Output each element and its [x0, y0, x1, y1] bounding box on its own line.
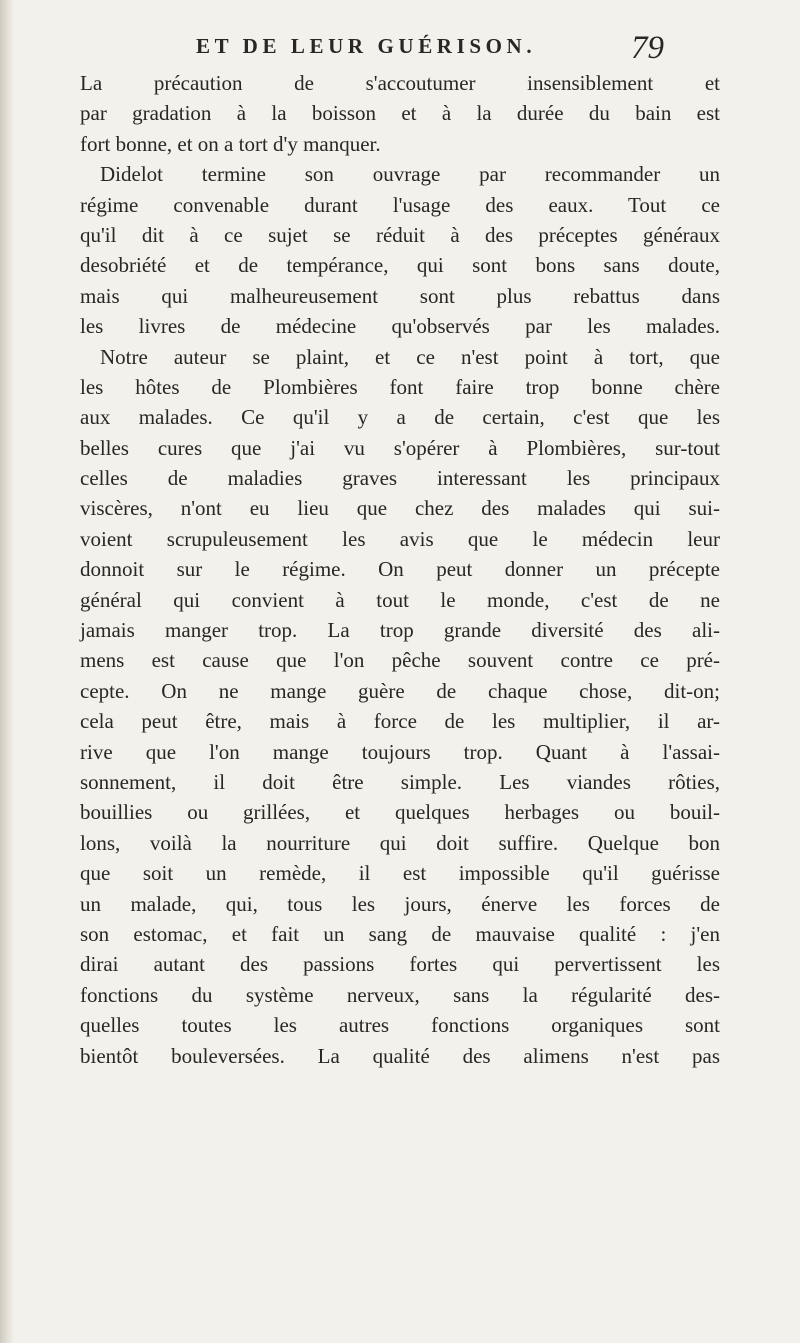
text-line: fonctions du système nerveux, sans la régularité des- — [80, 982, 720, 1007]
text-line: desobriété et de tempérance, qui sont bons sans doute, — [80, 253, 720, 278]
text-line: son estomac, et fait un sang de mauvaise qualité : j'en — [80, 921, 720, 946]
text-line: les hôtes de Plombières font faire trop bonne chère — [80, 374, 720, 399]
text-line: sonnement, il doit être simple. Les viandes rôties, — [80, 769, 720, 794]
page-number: 79 — [631, 30, 664, 66]
text-line: Notre auteur se plaint, et ce n'est point à tort, que — [100, 344, 720, 369]
text-line: Didelot termine son ouvrage par recommander un — [100, 162, 720, 187]
text-line: rive que l'on mange toujours trop. Quant à l'assai- — [80, 739, 720, 764]
text-line: qu'il dit à ce sujet se réduit à des préceptes généraux — [80, 222, 720, 247]
text-line: bouillies ou grillées, et quelques herbages ou bouil- — [80, 800, 720, 825]
text-line: jamais manger trop. La trop grande diversité des ali- — [80, 618, 720, 643]
text-line: mens est cause que l'on pêche souvent contre ce pré- — [80, 648, 720, 673]
text-line: que soit un remède, il est impossible qu'il guérisse — [80, 861, 720, 886]
text-line: mais qui malheureusement sont plus rebattus dans — [80, 283, 720, 308]
text-line: par gradation à la boisson et à la durée du bain est — [80, 101, 720, 126]
text-line: belles cures que j'ai vu s'opérer à Plombières, sur-tout — [80, 435, 720, 460]
text-line: les livres de médecine qu'observés par les malades. — [80, 314, 720, 339]
body-text — [80, 68, 720, 1071]
text-line: donnoit sur le régime. On peut donner un précepte — [80, 557, 720, 582]
text-line: voient scrupuleusement les avis que le médecin leur — [80, 526, 720, 551]
text-line: général qui convient à tout le monde, c'est de ne — [80, 587, 720, 612]
text-line: régime convenable durant l'usage des eaux. Tout ce — [80, 192, 720, 217]
text-line: dirai autant des passions fortes qui pervertissent les — [80, 952, 720, 977]
text-line: cepte. On ne mange guère de chaque chose, dit-on; — [80, 678, 720, 703]
text-line: un malade, qui, tous les jours, énerve les forces de — [80, 891, 720, 916]
text-line: lons, voilà la nourriture qui doit suffire. Quelque bon — [80, 830, 720, 855]
page-binding-shadow — [0, 0, 14, 1343]
text-line: cela peut être, mais à force de les multiplier, il ar- — [80, 709, 720, 734]
running-head: ET DE LEUR GUÉRISON. — [196, 34, 537, 58]
text-line: quelles toutes les autres fonctions organiques sont — [80, 1013, 720, 1038]
page-header — [196, 28, 676, 68]
text-line: celles de maladies graves interessant les principaux — [80, 466, 720, 491]
text-line: fort bonne, et on a tort d'y manquer. — [80, 131, 381, 156]
text-line: La précaution de s'accoutumer insensiblement et — [80, 71, 720, 95]
text-line: aux malades. Ce qu'il y a de certain, c'est que les — [80, 405, 720, 430]
text-line: bientôt bouleversées. La qualité des alimens n'est pas — [80, 1043, 720, 1068]
text-line: viscères, n'ont eu lieu que chez des malades qui sui- — [80, 496, 720, 521]
